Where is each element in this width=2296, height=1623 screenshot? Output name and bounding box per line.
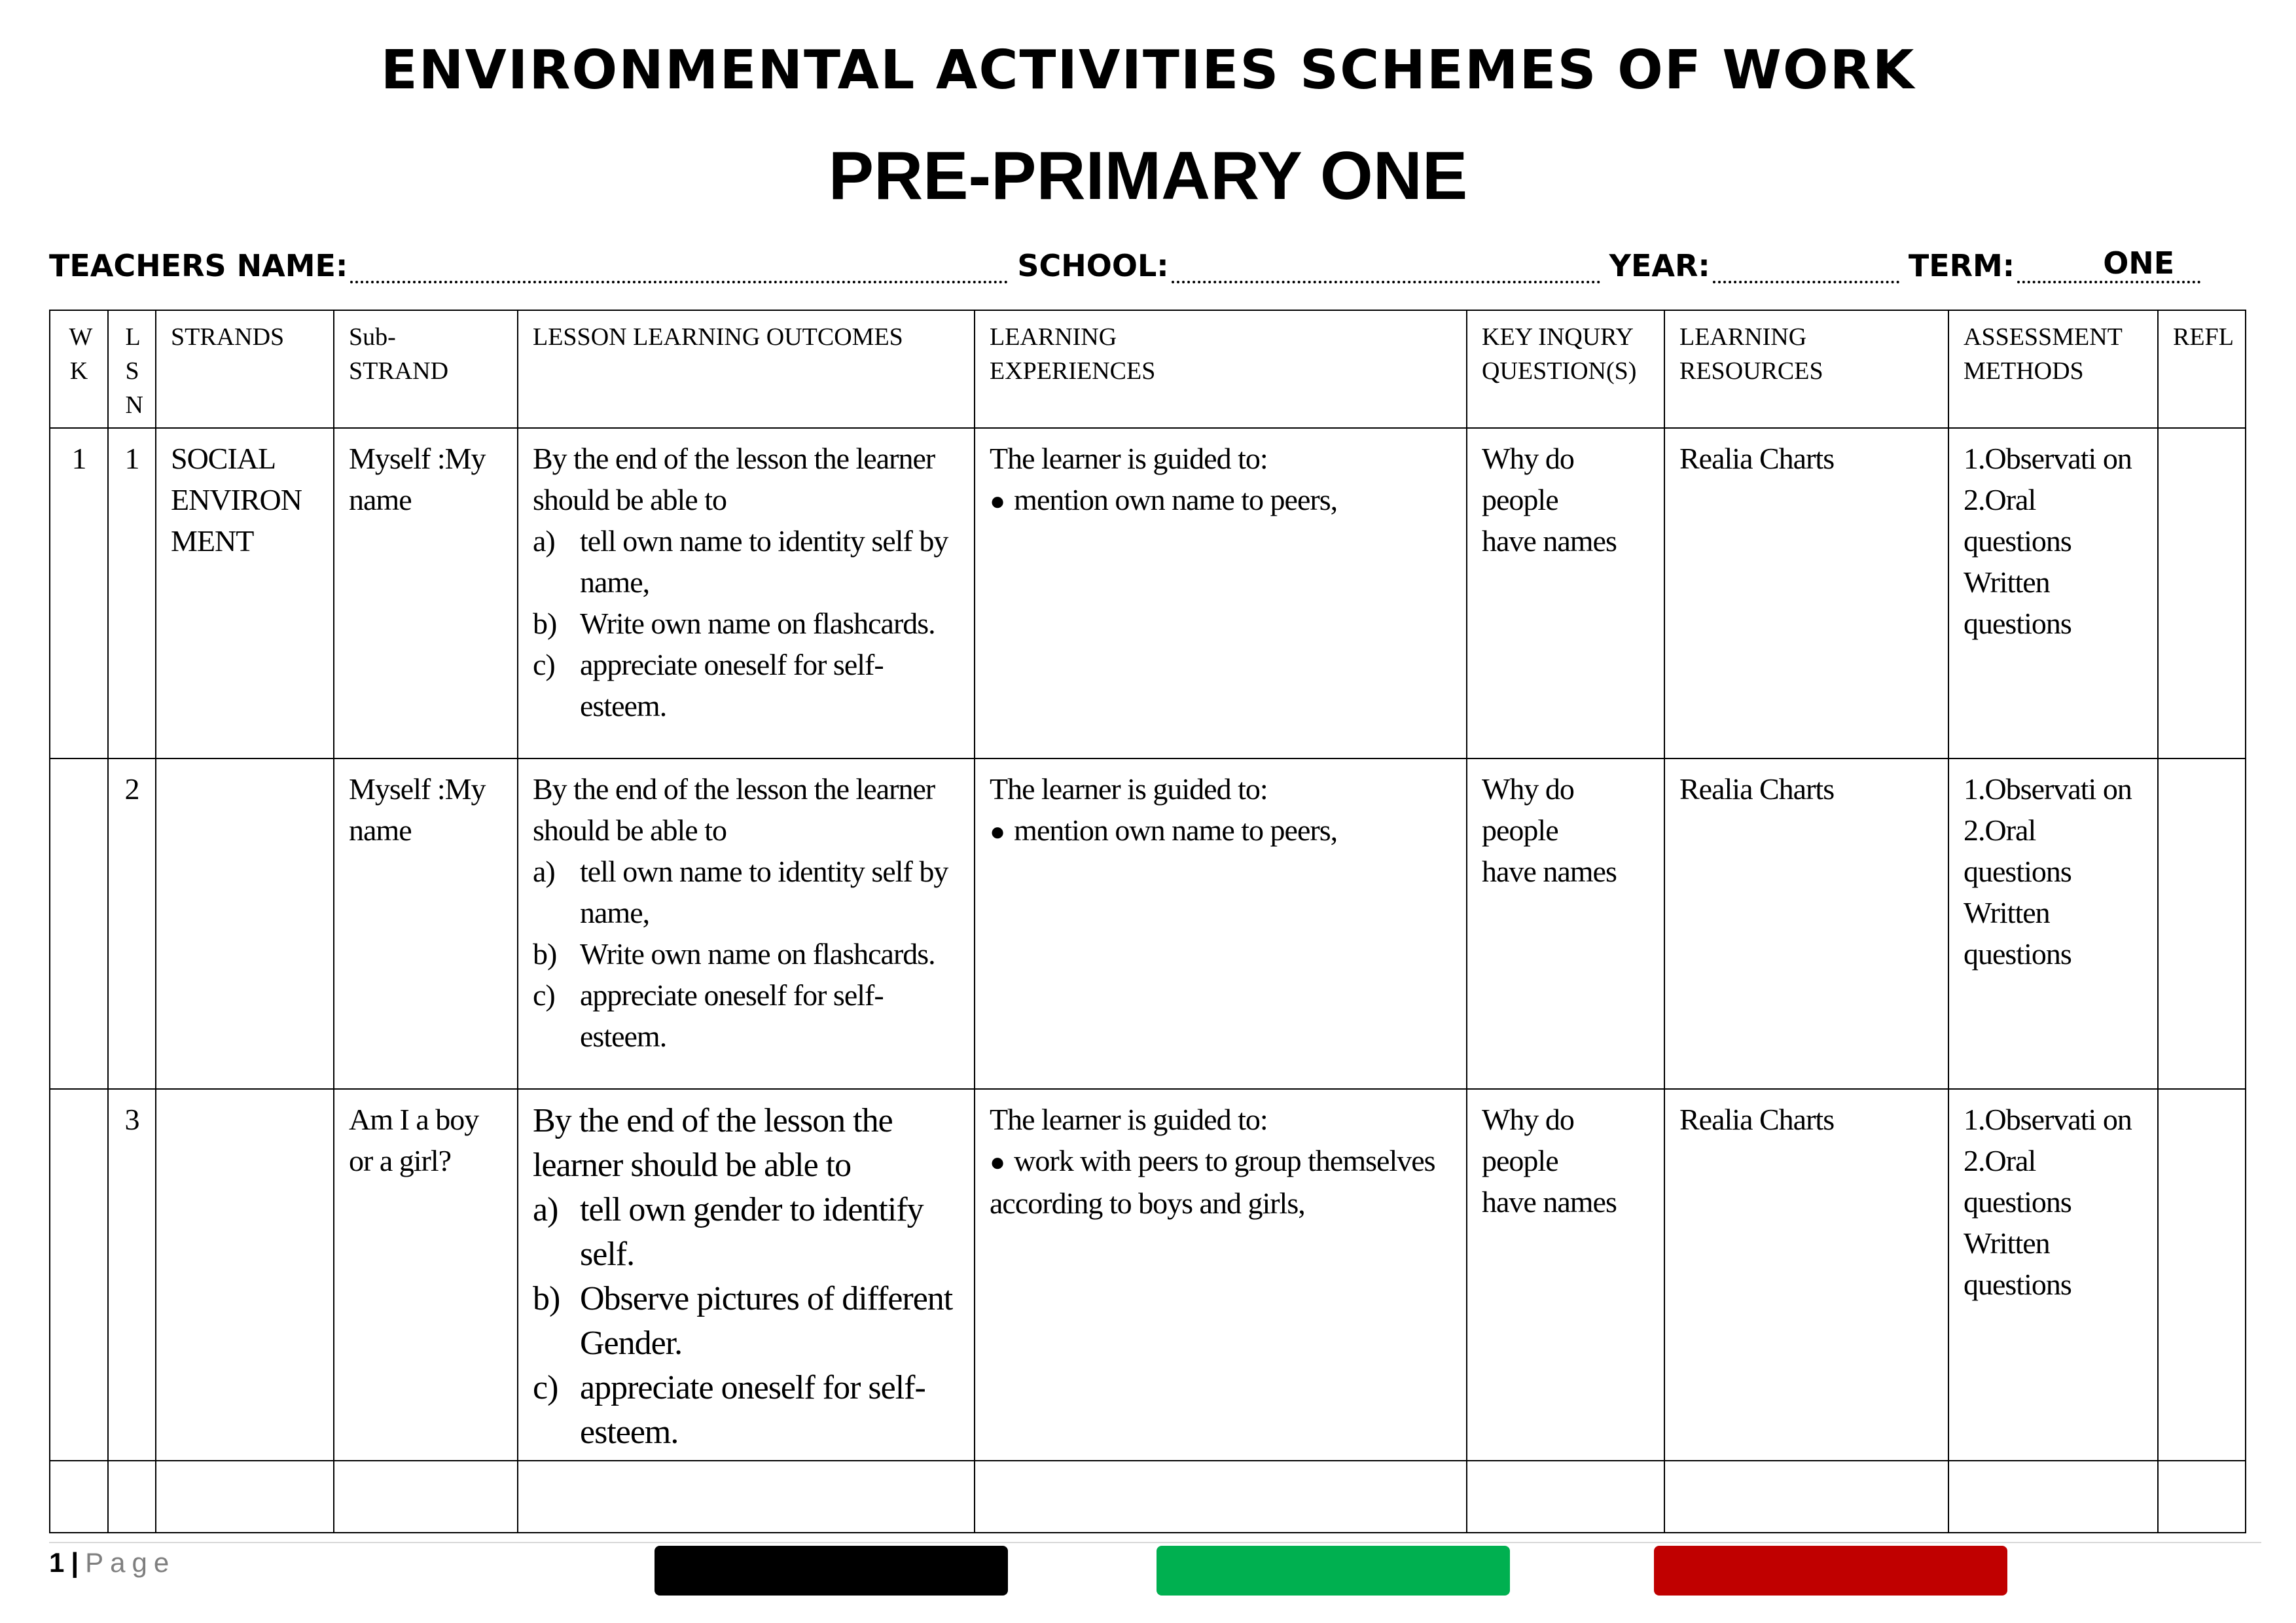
cell-experiences — [975, 758, 1467, 1089]
col-header-inquiry: KEY INQURY QUESTION(S) — [1467, 310, 1664, 428]
table-header-row — [50, 310, 2246, 428]
teachers-name-label: TEACHERS NAME: — [49, 248, 348, 283]
term-value: ONE — [2017, 245, 2200, 283]
cell-assessment: 1.Observati on 2.Oral questions Written questions — [1948, 428, 2158, 758]
empty-cell[interactable] — [2158, 1461, 2246, 1533]
year-field[interactable] — [1713, 255, 1899, 283]
empty-cell[interactable] — [334, 1461, 518, 1533]
col-header-lsn: L S N — [108, 310, 156, 428]
experiences-intro: The learner is guided to: — [990, 442, 1268, 475]
cell-inquiry: Why do people have names — [1467, 758, 1664, 1089]
table-row — [50, 428, 2246, 758]
list-item: a) tell own name to identity self by name, — [533, 855, 948, 929]
list-item: c) appreciate oneself for self-esteem. — [533, 648, 884, 722]
school-label: SCHOOL: — [1017, 248, 1169, 283]
cell-lesson: 1 — [108, 428, 156, 758]
scheme-of-work-table — [49, 310, 2246, 1533]
experiences-intro: The learner is guided to: — [990, 1103, 1268, 1136]
list-item: c) appreciate oneself for self-esteem. — [533, 978, 884, 1053]
cell-assessment: 1.Observati on 2.Oral questions Written questions — [1948, 1089, 2158, 1461]
green-color-bar — [1157, 1546, 1510, 1596]
cell-week — [50, 758, 108, 1089]
outcomes-list — [533, 851, 960, 1057]
list-item: a) tell own name to identity self by name, — [533, 524, 948, 599]
col-header-wk: W K — [50, 310, 108, 428]
list-item: b) Observe pictures of different Gender. — [533, 1280, 953, 1362]
cell-reflection[interactable] — [2158, 1089, 2246, 1461]
teachers-name-field[interactable] — [350, 255, 1008, 283]
cell-lesson: 2 — [108, 758, 156, 1089]
table-row-empty — [50, 1461, 2246, 1533]
document-title: ENVIRONMENTAL ACTIVITIES SCHEMES OF WORK — [380, 39, 1916, 101]
empty-cell[interactable] — [1664, 1461, 1948, 1533]
col-header-sub-strand: Sub-STRAND — [334, 310, 518, 428]
cell-outcomes — [518, 1089, 975, 1461]
black-color-bar — [655, 1546, 1008, 1596]
header-info-line — [49, 245, 2229, 283]
red-color-bar — [1654, 1546, 2007, 1596]
empty-cell[interactable] — [975, 1461, 1467, 1533]
cell-sub-strand: Myself :My name — [334, 758, 518, 1089]
empty-cell[interactable] — [50, 1461, 108, 1533]
col-header-experiences: LEARNING EXPERIENCES — [975, 310, 1467, 428]
year-label: YEAR: — [1609, 248, 1710, 283]
col-header-strands: STRANDS — [156, 310, 334, 428]
school-field[interactable] — [1172, 255, 1600, 283]
cell-lesson: 3 — [108, 1089, 156, 1461]
document-subtitle: PRE-PRIMARY ONE — [828, 138, 1468, 214]
empty-cell[interactable] — [156, 1461, 334, 1533]
cell-resources: Realia Charts — [1664, 428, 1948, 758]
experience-item: ● mention own name to peers, — [990, 813, 1337, 847]
cell-inquiry: Why do people have names — [1467, 1089, 1664, 1461]
cell-strand: SOCIAL ENVIRON MENT — [156, 428, 334, 758]
term-label: TERM: — [1908, 248, 2015, 283]
cell-week: 1 — [50, 428, 108, 758]
cell-experiences — [975, 1089, 1467, 1461]
cell-outcomes — [518, 758, 975, 1089]
experience-item: ● mention own name to peers, — [990, 483, 1337, 516]
cell-reflection[interactable] — [2158, 428, 2246, 758]
experiences-intro: The learner is guided to: — [990, 772, 1268, 806]
outcomes-intro: By the end of the lesson the learner should be able to — [533, 772, 935, 847]
col-header-resources: LEARNING RESOURCES — [1664, 310, 1948, 428]
empty-cell[interactable] — [1948, 1461, 2158, 1533]
outcomes-intro: By the end of the lesson the learner should be able to — [533, 1102, 893, 1184]
page-separator: | — [71, 1547, 79, 1578]
empty-cell[interactable] — [1467, 1461, 1664, 1533]
experience-item: ● work with peers to group themselves according to boys and girls, — [990, 1144, 1435, 1220]
outcomes-intro: By the end of the lesson the learner should be able to — [533, 442, 935, 516]
page-number — [49, 1547, 175, 1578]
cell-assessment: 1.Observati on 2.Oral questions Written questions — [1948, 758, 2158, 1089]
list-item: c) appreciate oneself for self-esteem. — [533, 1369, 925, 1451]
outcomes-list — [533, 1188, 960, 1455]
list-item: a) tell own gender to identify self. — [533, 1191, 924, 1273]
col-header-assessment: ASSESSMENT METHODS — [1948, 310, 2158, 428]
table-row — [50, 758, 2246, 1089]
empty-cell[interactable] — [108, 1461, 156, 1533]
outcomes-list — [533, 520, 960, 726]
footer-divider — [49, 1542, 2261, 1543]
col-header-reflection: REFL — [2158, 310, 2246, 428]
page-number-value: 1 — [49, 1547, 65, 1578]
cell-week — [50, 1089, 108, 1461]
col-header-outcomes: LESSON LEARNING OUTCOMES — [518, 310, 975, 428]
cell-sub-strand: Am I a boy or a girl? — [334, 1089, 518, 1461]
cell-inquiry: Why do people have names — [1467, 428, 1664, 758]
cell-strand — [156, 758, 334, 1089]
list-item: b) Write own name on flashcards. — [533, 937, 935, 971]
table-row — [50, 1089, 2246, 1461]
cell-strand — [156, 1089, 334, 1461]
cell-resources: Realia Charts — [1664, 758, 1948, 1089]
empty-cell[interactable] — [518, 1461, 975, 1533]
cell-resources: Realia Charts — [1664, 1089, 1948, 1461]
cell-sub-strand: Myself :My name — [334, 428, 518, 758]
page-word: Page — [85, 1547, 176, 1578]
cell-experiences — [975, 428, 1467, 758]
cell-reflection[interactable] — [2158, 758, 2246, 1089]
list-item: b) Write own name on flashcards. — [533, 607, 935, 640]
cell-outcomes — [518, 428, 975, 758]
